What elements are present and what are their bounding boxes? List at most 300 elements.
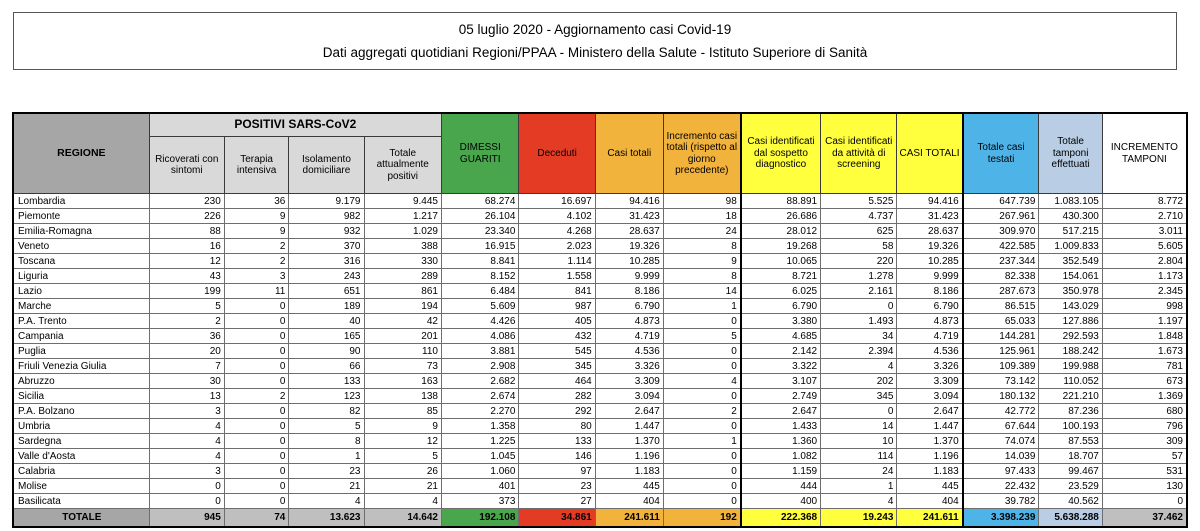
value-cell: 1.358 [441, 419, 518, 434]
value-cell: 12 [364, 434, 441, 449]
value-cell: 144.281 [963, 329, 1039, 344]
value-cell: 3.011 [1102, 224, 1187, 239]
value-cell: 16 [149, 239, 224, 254]
value-cell: 1.673 [1102, 344, 1187, 359]
value-cell: 19.326 [595, 239, 663, 254]
region-name-cell: Emilia-Romagna [13, 224, 149, 239]
value-cell: 199 [149, 284, 224, 299]
value-cell: 241.611 [897, 509, 963, 528]
value-cell: 1.370 [897, 434, 963, 449]
value-cell: 796 [1102, 419, 1187, 434]
value-cell: 154.061 [1039, 269, 1102, 284]
value-cell: 23.340 [441, 224, 518, 239]
value-cell: 26 [364, 464, 441, 479]
value-cell: 405 [519, 314, 595, 329]
value-cell: 1.083.105 [1039, 194, 1102, 209]
value-cell: 2.710 [1102, 209, 1187, 224]
value-cell: 2.345 [1102, 284, 1187, 299]
value-cell: 90 [289, 344, 364, 359]
value-cell: 4.719 [595, 329, 663, 344]
value-cell: 2.908 [441, 359, 518, 374]
value-cell: 226 [149, 209, 224, 224]
value-cell: 0 [224, 299, 289, 314]
value-cell: 1.370 [595, 434, 663, 449]
value-cell: 1.848 [1102, 329, 1187, 344]
value-cell: 42 [364, 314, 441, 329]
value-cell: 0 [224, 314, 289, 329]
value-cell: 945 [149, 509, 224, 528]
value-cell: 5.609 [441, 299, 518, 314]
value-cell: 545 [519, 344, 595, 359]
value-cell: 0 [663, 314, 740, 329]
value-cell: 6.484 [441, 284, 518, 299]
value-cell: 94.416 [897, 194, 963, 209]
value-cell: 34 [821, 329, 897, 344]
value-cell: 289 [364, 269, 441, 284]
table-row [13, 434, 1187, 449]
table-row [13, 194, 1187, 209]
value-cell: 8 [663, 239, 740, 254]
value-cell: 4 [289, 494, 364, 509]
value-cell: 1.217 [364, 209, 441, 224]
value-cell: 67.644 [963, 419, 1039, 434]
column-header-ricoverati-con-sintomi: Ricoverati con sintomi [149, 137, 224, 194]
value-cell: 998 [1102, 299, 1187, 314]
value-cell: 3.326 [595, 359, 663, 374]
value-cell: 10 [821, 434, 897, 449]
value-cell: 30 [149, 374, 224, 389]
value-cell: 2.804 [1102, 254, 1187, 269]
value-cell: 87.553 [1039, 434, 1102, 449]
value-cell: 43 [149, 269, 224, 284]
value-cell: 4.737 [821, 209, 897, 224]
value-cell: 16.697 [519, 194, 595, 209]
column-header-regione: REGIONE [13, 113, 149, 194]
value-cell: 8.721 [741, 269, 821, 284]
value-cell: 0 [224, 419, 289, 434]
value-cell: 0 [1102, 494, 1187, 509]
column-header-totale-tamponi: Totale tamponi effettuati [1039, 113, 1102, 194]
value-cell: 125.961 [963, 344, 1039, 359]
value-cell: 401 [441, 479, 518, 494]
value-cell: 97.433 [963, 464, 1039, 479]
value-cell: 2.394 [821, 344, 897, 359]
value-cell: 330 [364, 254, 441, 269]
value-cell: 1.433 [741, 419, 821, 434]
value-cell: 350.978 [1039, 284, 1102, 299]
value-cell: 464 [519, 374, 595, 389]
value-cell: 87.236 [1039, 404, 1102, 419]
value-cell: 188.242 [1039, 344, 1102, 359]
value-cell: 1.558 [519, 269, 595, 284]
value-cell: 932 [289, 224, 364, 239]
column-header-dimessi-guariti: DIMESSI GUARITI [441, 113, 518, 194]
value-cell: 0 [663, 494, 740, 509]
value-cell: 109.389 [963, 359, 1039, 374]
value-cell: 1.045 [441, 449, 518, 464]
table-row [13, 299, 1187, 314]
region-name-cell: Umbria [13, 419, 149, 434]
value-cell: 4 [821, 359, 897, 374]
value-cell: 5.605 [1102, 239, 1187, 254]
value-cell: 1.183 [595, 464, 663, 479]
value-cell: 8 [289, 434, 364, 449]
value-cell: 0 [224, 434, 289, 449]
value-cell: 110.052 [1039, 374, 1102, 389]
value-cell: 9 [224, 224, 289, 239]
column-header-incremento-casi-totali: Incremento casi totali (rispetto al giorno precedente) [663, 113, 740, 194]
value-cell: 9 [224, 209, 289, 224]
value-cell: 4.086 [441, 329, 518, 344]
value-cell: 74.074 [963, 434, 1039, 449]
value-cell: 1.493 [821, 314, 897, 329]
table-row [13, 464, 1187, 479]
value-cell: 9 [364, 419, 441, 434]
value-cell: 40.562 [1039, 494, 1102, 509]
value-cell: 4.102 [519, 209, 595, 224]
value-cell: 2 [663, 404, 740, 419]
value-cell: 5.525 [821, 194, 897, 209]
table-row [13, 359, 1187, 374]
value-cell: 432 [519, 329, 595, 344]
value-cell: 987 [519, 299, 595, 314]
value-cell: 0 [224, 449, 289, 464]
value-cell: 3.094 [595, 389, 663, 404]
region-name-cell: Valle d'Aosta [13, 449, 149, 464]
value-cell: 2.647 [741, 404, 821, 419]
group-header-positivi-sars-cov2: POSITIVI SARS-CoV2 [149, 113, 441, 137]
value-cell: 133 [519, 434, 595, 449]
value-cell: 127.886 [1039, 314, 1102, 329]
value-cell: 4.873 [595, 314, 663, 329]
value-cell: 23 [289, 464, 364, 479]
value-cell: 282 [519, 389, 595, 404]
value-cell: 138 [364, 389, 441, 404]
value-cell: 4 [149, 434, 224, 449]
table-row [13, 209, 1187, 224]
value-cell: 4 [663, 374, 740, 389]
value-cell: 3.322 [741, 359, 821, 374]
value-cell: 9.999 [595, 269, 663, 284]
region-name-cell: P.A. Bolzano [13, 404, 149, 419]
value-cell: 82.338 [963, 269, 1039, 284]
value-cell: 194 [364, 299, 441, 314]
report-title-box [13, 12, 1177, 70]
value-cell: 220 [821, 254, 897, 269]
column-header-deceduti: Deceduti [519, 113, 595, 194]
value-cell: 1 [663, 434, 740, 449]
value-cell: 1.196 [897, 449, 963, 464]
value-cell: 2.674 [441, 389, 518, 404]
value-cell: 189 [289, 299, 364, 314]
value-cell: 192.108 [441, 509, 518, 528]
value-cell: 98 [663, 194, 740, 209]
value-cell: 130 [1102, 479, 1187, 494]
region-name-cell: Basilicata [13, 494, 149, 509]
value-cell: 180.132 [963, 389, 1039, 404]
table-row [13, 479, 1187, 494]
value-cell: 1.360 [741, 434, 821, 449]
value-cell: 68.274 [441, 194, 518, 209]
value-cell: 2.682 [441, 374, 518, 389]
column-header-casi-totali-caps: CASI TOTALI [897, 113, 963, 194]
value-cell: 3.309 [595, 374, 663, 389]
value-cell: 1 [663, 299, 740, 314]
value-cell: 673 [1102, 374, 1187, 389]
table-header [13, 113, 1187, 194]
value-cell: 0 [663, 419, 740, 434]
value-cell: 94.416 [595, 194, 663, 209]
value-cell: 9.179 [289, 194, 364, 209]
value-cell: 680 [1102, 404, 1187, 419]
value-cell: 8.186 [595, 284, 663, 299]
value-cell: 1.082 [741, 449, 821, 464]
value-cell: 12 [149, 254, 224, 269]
value-cell: 4.536 [595, 344, 663, 359]
table-row [13, 419, 1187, 434]
value-cell: 110 [364, 344, 441, 359]
value-cell: 0 [663, 464, 740, 479]
value-cell: 40 [289, 314, 364, 329]
covid-data-table [12, 112, 1188, 528]
value-cell: 4.719 [897, 329, 963, 344]
value-cell: 2.023 [519, 239, 595, 254]
value-cell: 5 [364, 449, 441, 464]
value-cell: 2 [149, 314, 224, 329]
table-body [13, 194, 1187, 528]
region-name-cell: Toscana [13, 254, 149, 269]
value-cell: 287.673 [963, 284, 1039, 299]
value-cell: 292 [519, 404, 595, 419]
value-cell: 100.193 [1039, 419, 1102, 434]
value-cell: 445 [595, 479, 663, 494]
value-cell: 16.915 [441, 239, 518, 254]
value-cell: 2.749 [741, 389, 821, 404]
value-cell: 444 [741, 479, 821, 494]
value-cell: 3.881 [441, 344, 518, 359]
value-cell: 3.398.239 [963, 509, 1039, 528]
value-cell: 201 [364, 329, 441, 344]
value-cell: 202 [821, 374, 897, 389]
region-name-cell: Liguria [13, 269, 149, 284]
value-cell: 163 [364, 374, 441, 389]
region-name-cell: Piemonte [13, 209, 149, 224]
column-header-casi-screening: Casi identificati da attività di screening [821, 113, 897, 194]
value-cell: 2 [224, 239, 289, 254]
value-cell: 10.285 [595, 254, 663, 269]
value-cell: 19.243 [821, 509, 897, 528]
table-row [13, 494, 1187, 509]
value-cell: 422.585 [963, 239, 1039, 254]
value-cell: 1.447 [595, 419, 663, 434]
value-cell: 3.107 [741, 374, 821, 389]
value-cell: 0 [224, 374, 289, 389]
value-cell: 1.183 [897, 464, 963, 479]
table-row [13, 254, 1187, 269]
value-cell: 0 [224, 494, 289, 509]
value-cell: 123 [289, 389, 364, 404]
value-cell: 647.739 [963, 194, 1039, 209]
value-cell: 23.529 [1039, 479, 1102, 494]
value-cell: 114 [821, 449, 897, 464]
value-cell: 0 [224, 404, 289, 419]
value-cell: 5 [149, 299, 224, 314]
column-header-totale-casi-testati: Totale casi testati [963, 113, 1039, 194]
value-cell: 309.970 [963, 224, 1039, 239]
value-cell: 146 [519, 449, 595, 464]
value-cell: 625 [821, 224, 897, 239]
value-cell: 10.065 [741, 254, 821, 269]
value-cell: 345 [519, 359, 595, 374]
value-cell: 65.033 [963, 314, 1039, 329]
value-cell: 1.196 [595, 449, 663, 464]
value-cell: 20 [149, 344, 224, 359]
value-cell: 651 [289, 284, 364, 299]
value-cell: 370 [289, 239, 364, 254]
value-cell: 404 [897, 494, 963, 509]
value-cell: 2 [224, 389, 289, 404]
total-row [13, 509, 1187, 528]
value-cell: 28.637 [595, 224, 663, 239]
value-cell: 0 [663, 344, 740, 359]
value-cell: 39.782 [963, 494, 1039, 509]
table-row [13, 284, 1187, 299]
value-cell: 36 [224, 194, 289, 209]
value-cell: 13.623 [289, 509, 364, 528]
region-name-cell: Sicilia [13, 389, 149, 404]
value-cell: 400 [741, 494, 821, 509]
value-cell: 3.309 [897, 374, 963, 389]
value-cell: 1.225 [441, 434, 518, 449]
value-cell: 2.270 [441, 404, 518, 419]
value-cell: 1.060 [441, 464, 518, 479]
value-cell: 1.447 [897, 419, 963, 434]
value-cell: 14.642 [364, 509, 441, 528]
value-cell: 2.647 [595, 404, 663, 419]
value-cell: 18.707 [1039, 449, 1102, 464]
value-cell: 3.380 [741, 314, 821, 329]
value-cell: 66 [289, 359, 364, 374]
value-cell: 5.638.288 [1039, 509, 1102, 528]
table-row [13, 329, 1187, 344]
value-cell: 8 [663, 269, 740, 284]
table-row [13, 314, 1187, 329]
total-label-cell: TOTALE [13, 509, 149, 528]
value-cell: 230 [149, 194, 224, 209]
value-cell: 86.515 [963, 299, 1039, 314]
value-cell: 3 [224, 269, 289, 284]
value-cell: 9.445 [364, 194, 441, 209]
value-cell: 3 [149, 404, 224, 419]
value-cell: 199.988 [1039, 359, 1102, 374]
column-header-totale-attualmente-positivi: Totale attualmente positivi [364, 137, 441, 194]
region-name-cell: Abruzzo [13, 374, 149, 389]
value-cell: 781 [1102, 359, 1187, 374]
value-cell: 0 [821, 404, 897, 419]
value-cell: 237.344 [963, 254, 1039, 269]
value-cell: 4.685 [741, 329, 821, 344]
value-cell: 4 [149, 449, 224, 464]
value-cell: 8.841 [441, 254, 518, 269]
value-cell: 99.467 [1039, 464, 1102, 479]
region-name-cell: Lazio [13, 284, 149, 299]
report-title-line1: 05 luglio 2020 - Aggiornamento casi Covid-19 [458, 21, 732, 37]
value-cell: 1.009.833 [1039, 239, 1102, 254]
value-cell: 4.268 [519, 224, 595, 239]
value-cell: 373 [441, 494, 518, 509]
value-cell: 85 [364, 404, 441, 419]
region-name-cell: Puglia [13, 344, 149, 359]
value-cell: 14.039 [963, 449, 1039, 464]
value-cell: 1 [821, 479, 897, 494]
report-title-line2: Dati aggregati quotidiani Regioni/PPAA - Ministero della Salute - Istituto Superiore di Sanità [322, 44, 868, 60]
table-row [13, 404, 1187, 419]
column-header-terapia-intensiva: Terapia intensiva [224, 137, 289, 194]
value-cell: 73 [364, 359, 441, 374]
value-cell: 133 [289, 374, 364, 389]
region-name-cell: Calabria [13, 464, 149, 479]
value-cell: 1.173 [1102, 269, 1187, 284]
value-cell: 6.025 [741, 284, 821, 299]
value-cell: 388 [364, 239, 441, 254]
region-name-cell: Sardegna [13, 434, 149, 449]
value-cell: 0 [224, 359, 289, 374]
value-cell: 8.772 [1102, 194, 1187, 209]
value-cell: 27 [519, 494, 595, 509]
table-row [13, 239, 1187, 254]
value-cell: 309 [1102, 434, 1187, 449]
value-cell: 241.611 [595, 509, 663, 528]
value-cell: 34.861 [519, 509, 595, 528]
table-row [13, 344, 1187, 359]
value-cell: 24 [663, 224, 740, 239]
value-cell: 10.285 [897, 254, 963, 269]
value-cell: 222.368 [741, 509, 821, 528]
value-cell: 4 [821, 494, 897, 509]
value-cell: 0 [821, 299, 897, 314]
value-cell: 37.462 [1102, 509, 1187, 528]
value-cell: 42.772 [963, 404, 1039, 419]
value-cell: 267.961 [963, 209, 1039, 224]
value-cell: 0 [663, 359, 740, 374]
region-name-cell: Campania [13, 329, 149, 344]
value-cell: 88.891 [741, 194, 821, 209]
value-cell: 97 [519, 464, 595, 479]
value-cell: 7 [149, 359, 224, 374]
value-cell: 82 [289, 404, 364, 419]
value-cell: 982 [289, 209, 364, 224]
value-cell: 58 [821, 239, 897, 254]
value-cell: 2.142 [741, 344, 821, 359]
value-cell: 6.790 [897, 299, 963, 314]
value-cell: 1.029 [364, 224, 441, 239]
value-cell: 1.159 [741, 464, 821, 479]
table-row [13, 374, 1187, 389]
value-cell: 143.029 [1039, 299, 1102, 314]
value-cell: 0 [224, 479, 289, 494]
value-cell: 26.104 [441, 209, 518, 224]
value-cell: 1 [289, 449, 364, 464]
value-cell: 28.637 [897, 224, 963, 239]
region-name-cell: P.A. Trento [13, 314, 149, 329]
value-cell: 430.300 [1039, 209, 1102, 224]
value-cell: 1.114 [519, 254, 595, 269]
value-cell: 26.686 [741, 209, 821, 224]
value-cell: 5 [289, 419, 364, 434]
value-cell: 0 [663, 449, 740, 464]
value-cell: 31.423 [595, 209, 663, 224]
value-cell: 6.790 [741, 299, 821, 314]
